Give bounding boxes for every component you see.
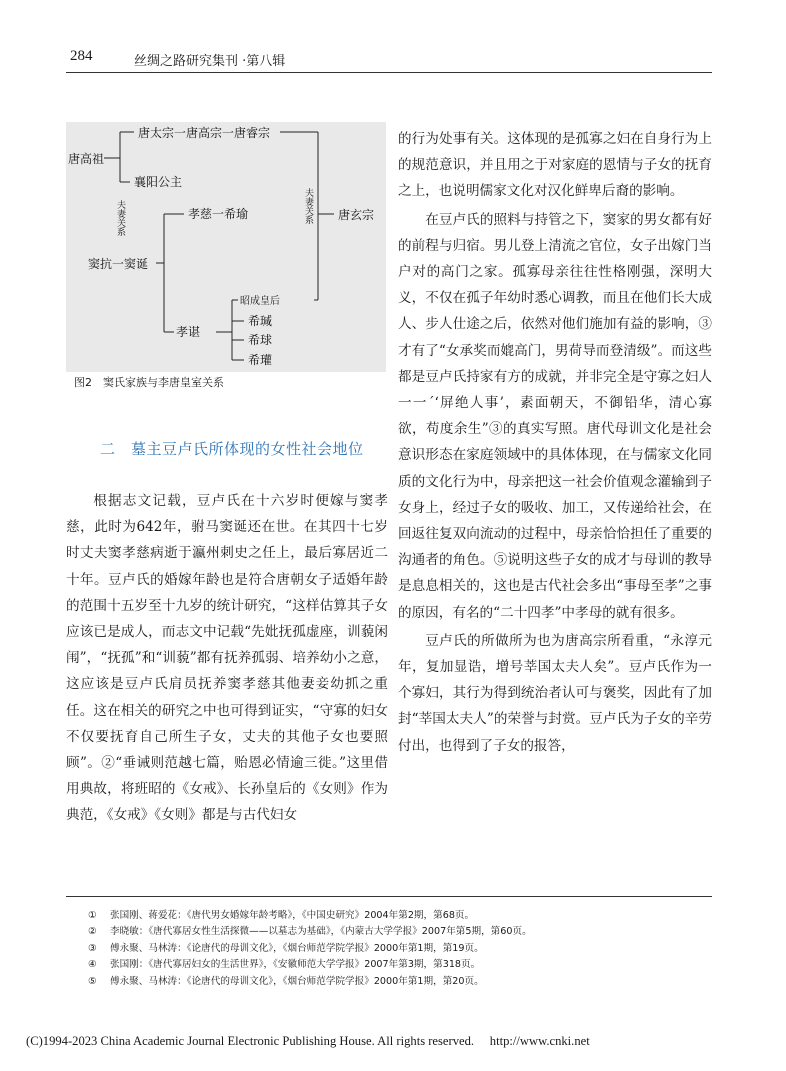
footnote-rule [66,896,712,897]
footnote: ③ 傅永聚、马林涛：《论唐代的母训文化》，《烟台师范学院学报》2000年第1期，第19页。 [88,942,484,954]
figure-caption: 图2 窦氏家族与李唐皇室关系 [74,376,224,389]
label-tang-xuanzong: 唐玄宗 [338,208,375,222]
footnotes [88,908,532,990]
section-title: 二 墓主豆卢氏所体现的女性社会地位 [100,440,364,458]
paragraph: 在豆卢氏的照料与持管之下，窦家的男女都有好的前程与归宿。男儿登上清流之官位，女子出嫁门当户对的高门之家。孤寡母亲往往性格刚强，深明大义，不仅在孤子年幼时悉心调教，而且在他们长大成人、步人仕途之后，依然对他们施加有益的影响，③才有了“女承奖而媲高门，男荷导而登清级”。而这些都是豆卢氏持家有方的成就，并非完全是守寡之妇人一一´‘屏绝人事’，素面朝天，不御铅华，清心寡欲，苟度余生”③的真实写照。唐代母训文化是社会意识形态在家庭领域中的具体体现，在与儒家文化同质的文化行为中，母亲把这一社会价值观念灌输到子女身上，经过子女的吸收、加工，又传递给社会，在回返往复双向流动的过程中，母亲恰恰担任了重要的沟通者的角色。⑤说明这些子女的成才与母训的教导是息息相关的，这也是古代社会多出“事母至孝”之事的原因，有名的“二十四孝”中孝母的就有很多。 [398,211,712,621]
footnote: ① 张国刚、蒋爱花：《唐代男女婚嫁年龄考略》，《中国史研究》2004年第2期，第68页。 [88,910,475,921]
footnote: ④ 张国刚：《唐代寡居妇女的生活世界》，《安徽师范大学学报》2007年第3期，第318页。 [88,959,481,971]
label-dou-kang-dou-dan: 窦抗一窦诞 [88,257,149,271]
paragraph: 的行为处事有关。这体现的是孤寡之妇在自身行为上的规范意识，并且用之于对家庭的恩情与子女的抚育之上，也说明儒家文化对汉化鲜卑后裔的影响。 [398,131,712,200]
label-xiaochen: 孝谌 [176,325,201,339]
label-xiqiu: 希球 [248,333,273,347]
paragraph: 豆卢氏的所做所为也为唐高宗所看重，“永淳元年，复加显诰，增号莘国太夫人矣”。豆卢氏作为一个寡妇，其行为得到统治者认可与褒奖，因此有了加封“莘国太夫人”的荣誉与封赏。豆卢氏为子女的辛劳付出，也得到了子女的报答， [398,632,712,754]
label-xiaoci-xiyu: 孝慈一希瑜 [188,207,249,221]
label-right-relation: 夫妻关系 [303,188,313,224]
label-xizhen: 希瑊 [248,314,273,328]
footnote: ⑤ 傅永聚、马林涛：《论唐代的母训文化》，《烟台师范学院学报》2000年第1期，第20页。 [88,975,484,987]
page-number: 284 [70,48,93,64]
label-empress-zhaocheng: 昭成皇后 [240,296,280,307]
family-relationship-figure [66,122,386,372]
family-tree-diagram [66,122,386,372]
journal-title: 丝绸之路研究集刊 ·第八辑 [134,54,286,69]
footnote: ② 李晓敏：《唐代寡居女性生活探微——以墓志为基础》，《内蒙古大学学报》2007年第5期，第60页。 [88,926,532,938]
label-tang-emperors: 唐太宗一唐高宗一唐睿宗 [138,126,271,140]
label-left-relation: 夫妻关系 [115,200,125,236]
left-column [66,488,388,829]
label-xiguan: 希瓘 [248,353,273,367]
label-tang-gaozu: 唐高祖 [68,152,105,166]
copyright-notice: (C)1994-2023 China Academic Journal Electronic Publishing House. All rights reserved. http://www.cnki.net [26,1034,590,1048]
right-column [398,126,712,759]
paragraph: 根据志文记载，豆卢氏在十六岁时便嫁与窦孝慈，此时为642年，驸马窦诞还在世。在其四十七岁时丈夫窦孝慈病逝于瀛州刺史之任上，最后寡居近二十年。豆卢氏的婚嫁年龄也是符合唐朝女子适婚年龄的范围十五岁至十九岁的统计研究，“这样估算其子女应该已是成人，而志文中记载“先妣抚孤虚座，训藐闲闱”，“抚孤”和“训藐”都有抚养孤弱、培养幼小之意，这应该是豆卢氏肩员抚养窦孝慈其他妻妾幼抓之重任。这在相关的研究之中也可得到证实，“守寡的妇女不仅要抚育自己所生子女，丈夫的其他子女也要照顾”。②“垂诫则范越七篇，贻恩必情逾三徙。”这里借用典故，将班昭的《女戒》、长孙皇后的《女则》作为典范，《女戒》《女则》都是与古代妇女 [66,493,388,824]
header-rule [66,72,712,73]
label-xiangyang-princess: 襄阳公主 [134,175,183,189]
